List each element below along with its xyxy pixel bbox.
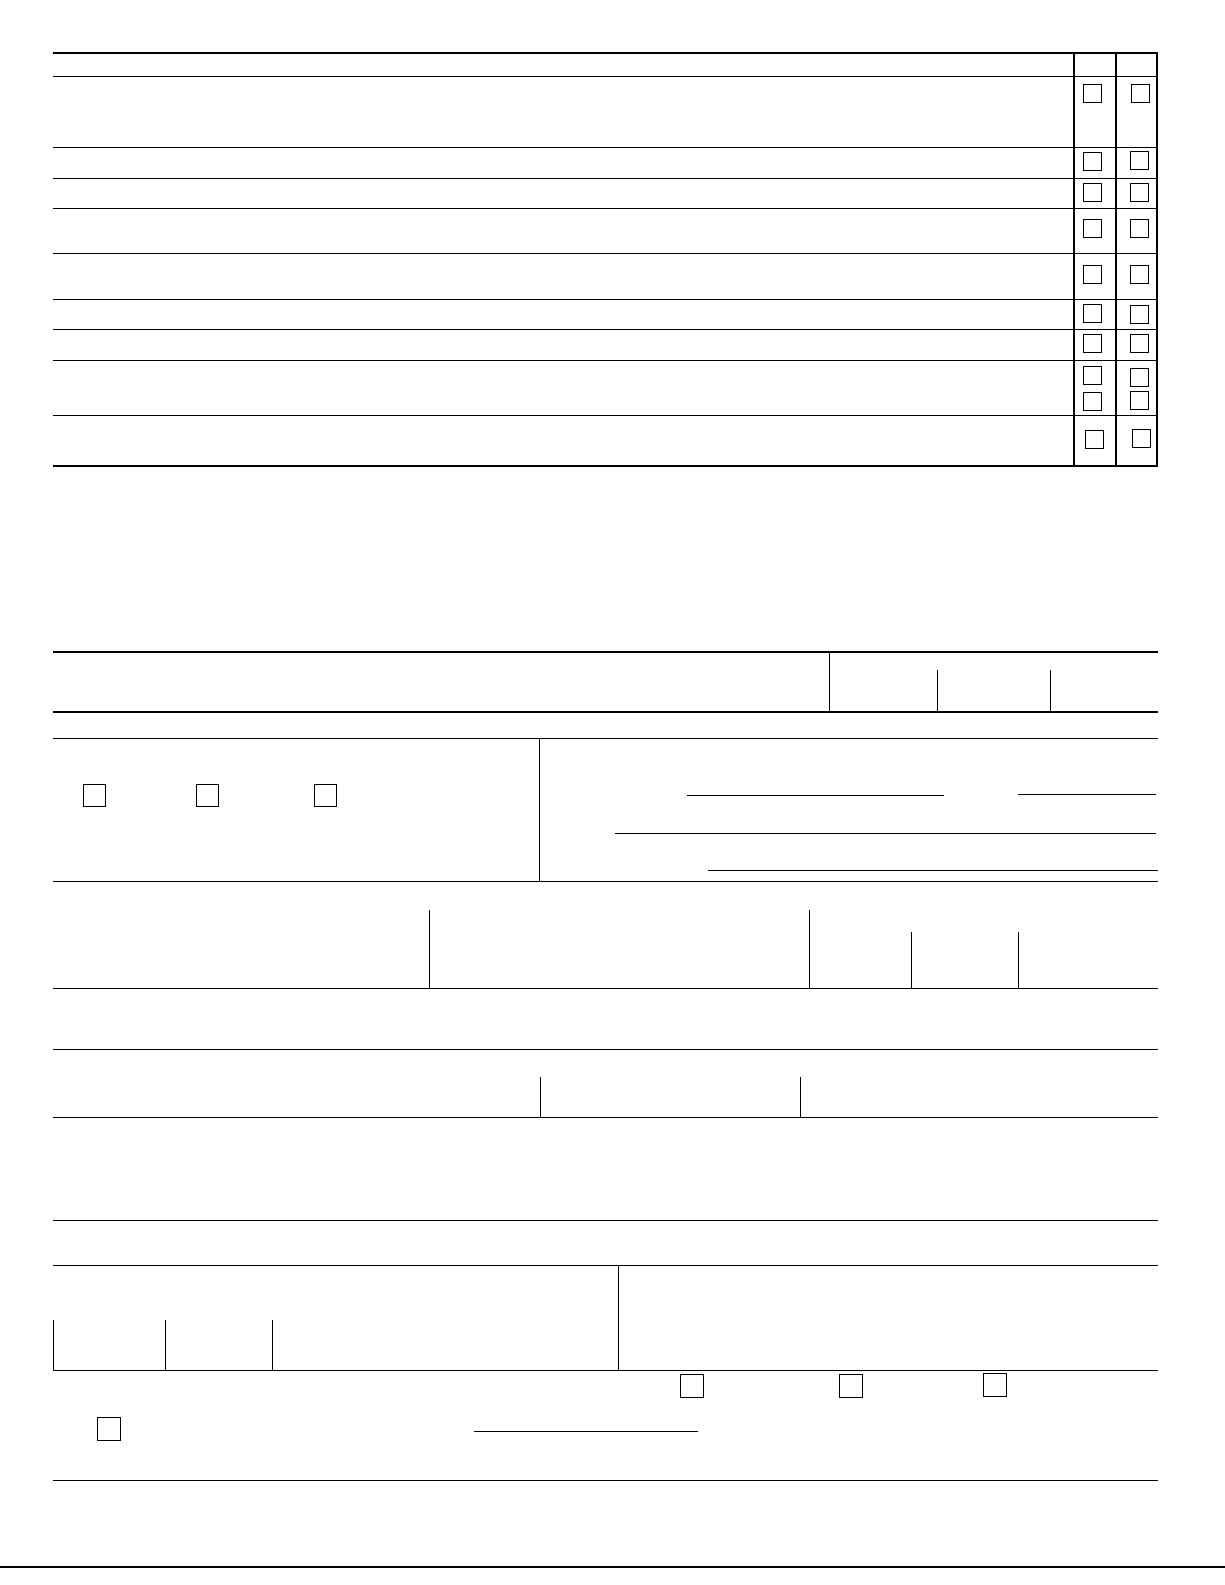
option-2-checkbox[interactable] <box>196 784 219 807</box>
checklist-row-6-col-1-checkbox[interactable] <box>1083 304 1102 323</box>
row-divider <box>911 932 912 988</box>
bottom-option-2-checkbox[interactable] <box>839 1374 863 1398</box>
checklist-row-divider <box>53 76 1157 77</box>
page-bottom-rule <box>0 1566 1225 1568</box>
checklist-row-divider <box>53 415 1157 416</box>
row-divider <box>540 1077 541 1117</box>
checklist-row-1-col-1-checkbox[interactable] <box>1083 84 1102 103</box>
bottom-left-checkbox[interactable] <box>97 1417 121 1441</box>
band-divider <box>53 1049 1158 1050</box>
checklist-col-divider-left <box>1073 52 1075 466</box>
signature-line-2[interactable] <box>615 833 1156 834</box>
checklist-row-2-col-2-checkbox[interactable] <box>1130 151 1149 170</box>
checklist-row-6-col-2-checkbox[interactable] <box>1130 305 1149 324</box>
checklist-row-3-col-2-checkbox[interactable] <box>1130 183 1149 202</box>
band-divider <box>53 881 1158 882</box>
bottom-option-1-checkbox[interactable] <box>680 1374 704 1398</box>
signature-line-1[interactable] <box>687 795 944 796</box>
band-divider <box>53 1370 1158 1371</box>
checklist-row-divider <box>53 299 1157 300</box>
checklist-row-8b-col-2-checkbox[interactable] <box>1130 391 1149 410</box>
checklist-row-4-col-1-checkbox[interactable] <box>1083 219 1102 238</box>
band-divider <box>53 1220 1158 1221</box>
row-divider <box>809 910 810 988</box>
checklist-row-5-col-1-checkbox[interactable] <box>1083 265 1102 284</box>
checklist-top-border <box>53 52 1158 54</box>
option-1-checkbox[interactable] <box>83 784 106 807</box>
header-divider <box>937 670 938 711</box>
band-divider <box>53 988 1158 989</box>
checklist-row-divider <box>53 329 1157 330</box>
section-two-bottom-border <box>53 1480 1158 1481</box>
checklist-row-8a-col-1-checkbox[interactable] <box>1083 366 1102 385</box>
checklist-row-2-col-1-checkbox[interactable] <box>1083 152 1102 171</box>
signature-line-3[interactable] <box>708 870 1158 871</box>
checklist-row-7-col-1-checkbox[interactable] <box>1083 334 1102 353</box>
row-divider <box>800 1077 801 1117</box>
bottom-option-3-checkbox[interactable] <box>983 1373 1007 1397</box>
lower-left-border <box>53 1320 54 1370</box>
band-divider <box>53 1117 1158 1118</box>
band-vertical-divider <box>539 738 540 881</box>
checklist-row-7-col-2-checkbox[interactable] <box>1130 334 1149 353</box>
row-divider <box>429 910 430 988</box>
checklist-bottom-border <box>53 465 1158 467</box>
checklist-row-divider <box>53 178 1157 179</box>
band-divider <box>53 738 1158 739</box>
checklist-row-1-col-2-checkbox[interactable] <box>1131 84 1150 103</box>
checklist-col-divider-mid <box>1115 52 1117 466</box>
checklist-row-8b-col-1-checkbox[interactable] <box>1083 392 1102 411</box>
checklist-row-4-col-2-checkbox[interactable] <box>1130 219 1149 238</box>
checklist-row-divider <box>53 360 1157 361</box>
checklist-row-8a-col-2-checkbox[interactable] <box>1130 368 1149 387</box>
checklist-row-divider <box>53 253 1157 254</box>
row-divider <box>272 1320 273 1370</box>
header-divider <box>1050 670 1051 711</box>
checklist-row-3-col-1-checkbox[interactable] <box>1083 183 1102 202</box>
checklist-row-5-col-2-checkbox[interactable] <box>1130 265 1149 284</box>
band-divider <box>53 1265 1158 1266</box>
header-bottom-border <box>53 711 1158 713</box>
header-divider <box>829 651 830 711</box>
checklist-row-9-col-1-checkbox[interactable] <box>1085 430 1104 449</box>
row-divider <box>165 1320 166 1370</box>
section-two-top-border <box>53 651 1158 653</box>
checklist-right-border <box>1156 52 1158 466</box>
option-3-checkbox[interactable] <box>314 784 337 807</box>
date-line[interactable] <box>1018 794 1156 795</box>
checklist-row-9-col-2-checkbox[interactable] <box>1132 429 1151 448</box>
checklist-row-divider <box>53 147 1157 148</box>
lower-vertical-divider <box>618 1265 619 1370</box>
checklist-row-divider <box>53 208 1157 209</box>
row-divider <box>1018 932 1019 988</box>
bottom-fill-line[interactable] <box>474 1431 698 1432</box>
